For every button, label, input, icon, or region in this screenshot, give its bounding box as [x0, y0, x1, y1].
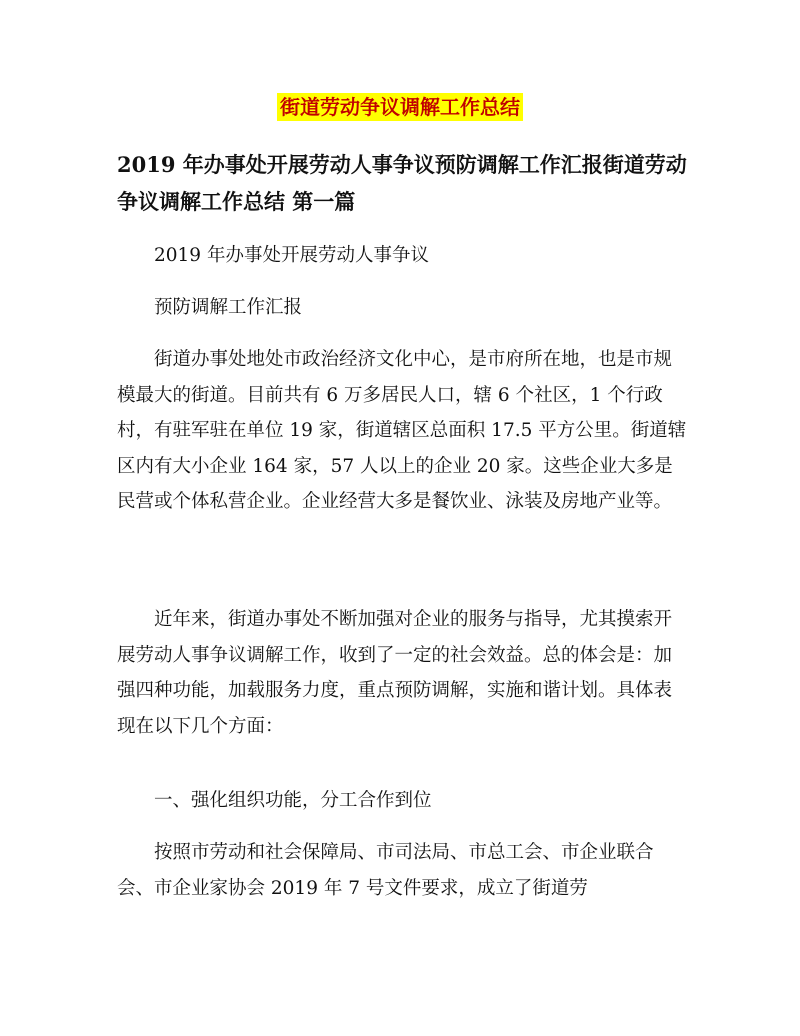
- document-title-text: 街道劳动争议调解工作总结: [277, 93, 523, 121]
- paragraph-summary: 近年来，街道办事处不断加强对企业的服务与指导，尤其摸索开展劳动人事争议调解工作，收到了一定的社会效益。总的体会是：加强四种功能，加载服务力度，重点预防调解，实施和谐计划。具体表现在以下几个方面：: [117, 609, 673, 737]
- paragraph-subtitle-1: 2019 年办事处开展劳动人事争议: [154, 245, 429, 266]
- section-heading-1: 一、强化组织功能，分工合作到位: [154, 790, 432, 811]
- document-heading: 2019 年办事处开展劳动人事争议预防调解工作汇报街道劳动争议调解工作总结 第一篇: [117, 152, 687, 214]
- document-title: [0, 94, 800, 120]
- paragraph-intro: 街道办事处地处市政治经济文化中心，是市府所在地，也是市规模最大的街道。目前共有 6 万多居民人口，辖 6 个社区，1 个行政村，有驻军驻在单位 19 家，街道辖区总面积 17.5 平方公里。街道辖区内有大小企业 164 家，57 人以上的企业 20 家。这些企业大多是民营或个体私营企业。企业经营大多是餐饮业、泳装及房地产业等。: [117, 349, 687, 512]
- paragraph-section-1: 按照市劳动和社会保障局、市司法局、市总工会、市企业联合会、市企业家协会 2019 年 7 号文件要求，成立了街道劳: [117, 842, 654, 899]
- paragraph-subtitle-2: 预防调解工作汇报: [154, 297, 303, 318]
